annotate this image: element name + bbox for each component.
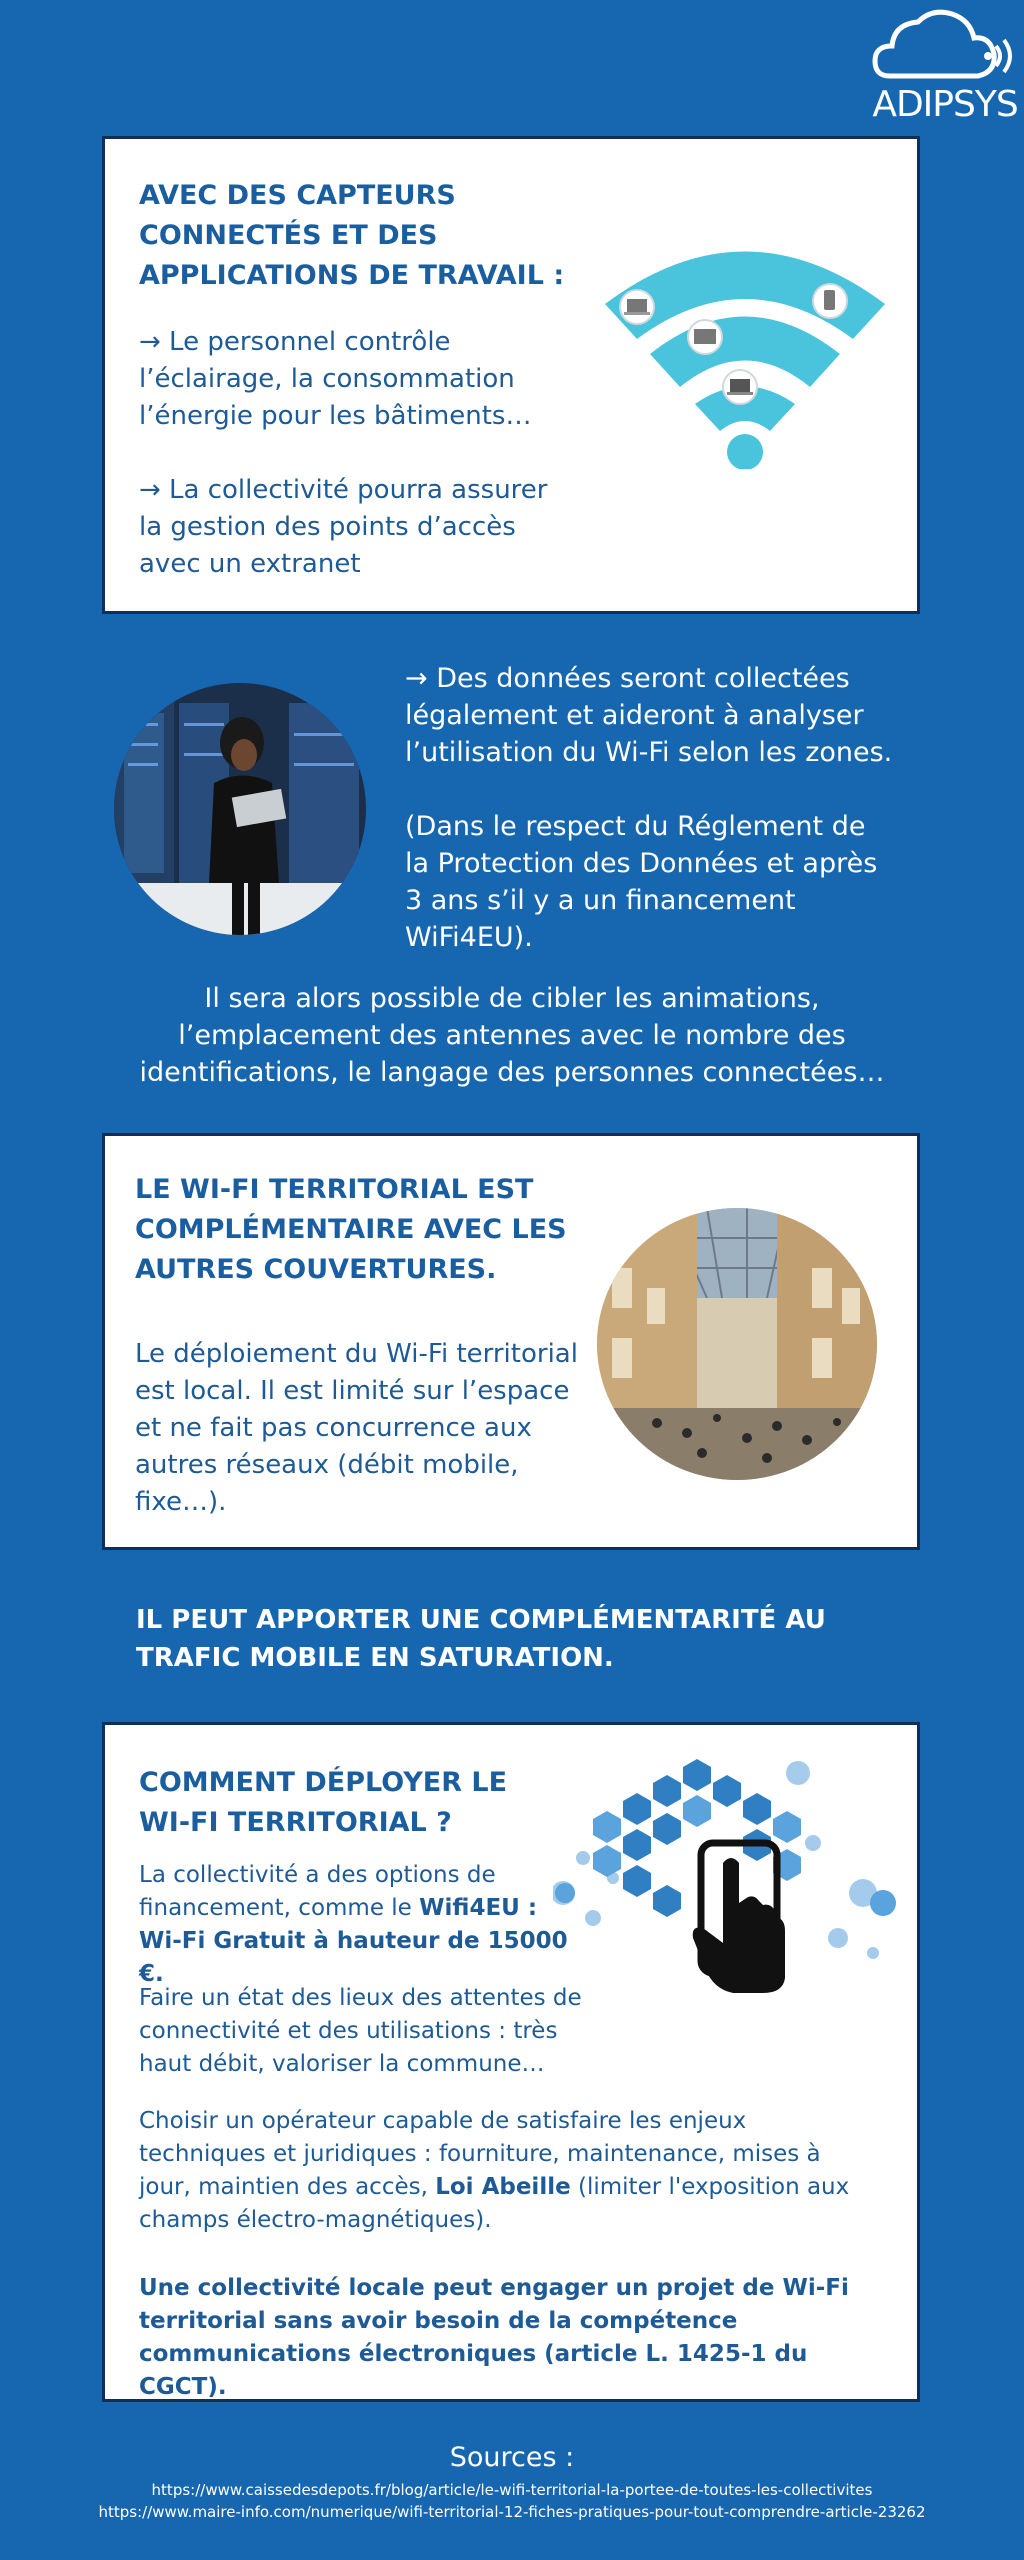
datacenter-photo — [114, 683, 366, 935]
touch-phone-hexagon-icon — [553, 1753, 913, 2003]
operator-text-prefix: Choisir un opérateur capable de satisfaire les enjeux techniques et juridiques : fourniture, maintenance, mises à jour, maintien des accès, — [139, 2108, 821, 2200]
saturation-banner: IL PEUT APPORTER UNE COMPLÉMENTARITÉ AU TRAFIC MOBILE EN SATURATION. — [136, 1605, 826, 1673]
complementary-title: LE WI-FI TERRITORIAL EST COMPLÉMENTAIRE AVEC LES AUTRES COUVERTURES. — [135, 1174, 567, 1285]
brand-name: ADIPSYS — [872, 84, 1018, 125]
deployment-card — [102, 1722, 920, 2402]
sensors-paragraph-2: → La collectivité pourra assurer la gestion des points d’accès avec un extranet — [139, 475, 548, 579]
tablet-icon — [688, 320, 722, 354]
deployment-title: COMMENT DÉPLOYER LE WI-FI TERRITORIAL ? — [139, 1767, 508, 1838]
wifi-devices-icon — [595, 239, 895, 469]
adipsys-logo — [870, 6, 1020, 126]
data-collection-text: → Des données seront collectées légalement et aideront à analyser l’utilisation du Wi-Fi selon les zones. — [405, 663, 893, 768]
sources-title: Sources : — [449, 2442, 575, 2473]
operator-text-suffix: (limiter l'exposition aux champs électro-magnétiques). — [139, 2174, 850, 2233]
source-link-2[interactable]: https://www.maire-info.com/numerique/wifi-territorial-12-fiches-pratiques-pour-tout-comprendre-article-23262 — [98, 2503, 926, 2521]
complementary-text: Le déploiement du Wi-Fi territorial est local. Il est limité sur l’espace et ne fait pas concurrence aux autres réseaux (débit mobile, fixe…). — [135, 1339, 578, 1517]
wifi4eu-highlight: Wifi4EU : Wi-Fi Gratuit à hauteur de 15000 €. — [139, 1895, 568, 1987]
gdpr-note-text: (Dans le respect du Réglement de la Protection des Données et après 3 ans s’il y a un financement WiFi4EU). — [405, 811, 878, 953]
legal-note: Une collectivité locale peut engager un projet de Wi-Fi territorial sans avoir besoin de la compétence communications électroniques (article L. 1425-1 du CGCT). — [139, 2275, 849, 2400]
complementary-card — [102, 1133, 920, 1550]
cloud-wifi-icon — [870, 6, 1020, 86]
laptop-icon — [620, 290, 654, 324]
funding-text-prefix: La collectivité a des options de financement, comme le — [139, 1862, 496, 1921]
sensors-card — [102, 136, 920, 614]
funding-text — [139, 1859, 579, 1991]
sensors-title: AVEC DES CAPTEURS CONNECTÉS ET DES APPLICATIONS DE TRAVAIL : — [139, 180, 565, 291]
operator-text — [139, 2105, 879, 2237]
smartphone-icon — [813, 284, 847, 318]
laptop-icon-2 — [723, 370, 757, 404]
sensors-paragraph-1: → Le personnel contrôle l’éclairage, la consommation l’énergie pour les bâtiments… — [139, 327, 532, 431]
targeting-text: Il sera alors possible de cibler les animations, l’emplacement des antennes avec le nombre des identifications, le langage des personnes connectées… — [139, 983, 885, 1088]
loi-abeille-highlight: Loi Abeille — [435, 2174, 571, 2200]
source-link-1[interactable]: https://www.caissedesdepots.fr/blog/article/le-wifi-territorial-la-portee-de-toutes-les-collectivites — [151, 2481, 873, 2499]
inventory-text: Faire un état des lieux des attentes de connectivité et des utilisations : très haut débit, valoriser la commune… — [139, 1985, 582, 2077]
gallery-photo — [597, 1208, 877, 1480]
